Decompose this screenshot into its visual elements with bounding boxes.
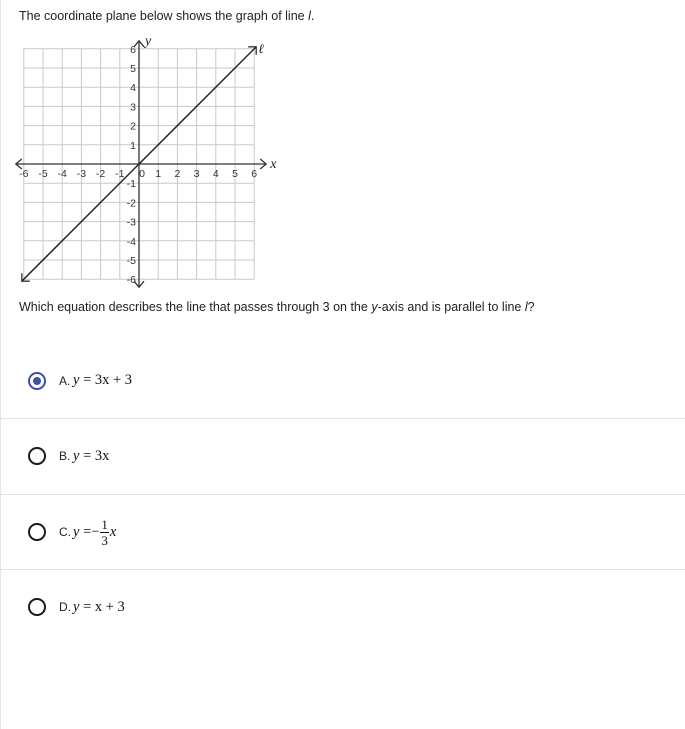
choice-b[interactable] [0, 418, 685, 493]
question-line-name: l [524, 300, 528, 314]
choice-c-fraction [100, 518, 109, 547]
choice-b-lhs: y [73, 447, 80, 464]
choice-a-equation [73, 372, 132, 389]
choice-b-eq: = [79, 447, 95, 464]
prompt-after: . [310, 9, 315, 23]
x-tick-label: 6 [251, 168, 258, 180]
choice-a-eq: = [79, 372, 95, 388]
y-tick-label: 3 [130, 101, 136, 114]
choice-c-letter: C. [59, 525, 71, 539]
x-tick-label: -2 [95, 168, 106, 180]
y-tick-label: -6 [126, 274, 136, 287]
choice-b-letter: B. [59, 449, 71, 463]
choice-c-eq: =− [79, 523, 100, 540]
x-tick-label: -6 [19, 168, 29, 180]
y-tick-label: -3 [126, 216, 136, 229]
radio-d[interactable] [28, 598, 46, 616]
choice-d-letter: D. [59, 600, 71, 614]
question-part3: ? [527, 300, 535, 314]
line-label: ℓ [258, 40, 264, 56]
prompt-line-name: l [308, 9, 311, 23]
x-tick-label: -3 [76, 168, 87, 180]
y-axis-label: y [145, 33, 152, 49]
choice-c-rhs: x [109, 523, 117, 540]
choice-c-lhs: y [73, 523, 80, 540]
question-part2: -axis and is parallel to line [377, 300, 525, 314]
y-tick-label: 6 [130, 43, 136, 56]
choice-a[interactable] [0, 343, 685, 418]
x-tick-label: -4 [57, 168, 67, 180]
y-tick-label: -5 [126, 255, 136, 267]
choice-a-letter: A. [59, 373, 71, 388]
x-tick-label: 5 [232, 168, 238, 180]
question-axis-word: y [371, 300, 378, 314]
y-tick-label: -2 [126, 197, 136, 210]
choice-d-rhs: x + 3 [94, 598, 125, 615]
x-axis-label: x [270, 157, 277, 172]
choice-c-numerator: 1 [101, 516, 108, 532]
choice-a-lhs: y [73, 372, 80, 388]
choice-c[interactable] [0, 494, 685, 569]
coordinate-plane [14, 33, 277, 287]
x-tick-label: 0 [139, 168, 145, 180]
prompt-before: The coordinate plane below shows the graph of line [19, 9, 309, 23]
choice-c-denominator: 3 [101, 532, 108, 548]
question-part1: Which equation describes the line that passes through 3 on the [19, 300, 372, 314]
y-tick-label: 4 [130, 82, 136, 95]
x-tick-label: -5 [38, 168, 48, 180]
x-tick-label: 4 [212, 168, 219, 180]
y-tick-label: -4 [126, 235, 136, 248]
choice-d-equation [73, 599, 125, 616]
y-tick-label: -1 [126, 178, 136, 191]
x-tick-label: 3 [193, 168, 200, 180]
choice-b-rhs: 3x [94, 447, 110, 464]
x-tick-label: -1 [115, 168, 125, 180]
radio-b[interactable] [28, 447, 46, 465]
x-tick-label: 1 [155, 168, 162, 180]
choice-d[interactable] [0, 569, 685, 644]
radio-a[interactable] [28, 372, 46, 390]
choice-d-eq: = [79, 598, 95, 615]
question-text [19, 300, 535, 314]
x-tick-label: 2 [174, 168, 181, 180]
radio-c[interactable] [28, 523, 46, 541]
prompt-text [19, 9, 314, 23]
y-tick-label: 5 [130, 63, 136, 75]
choice-a-rhs: 3x + 3 [94, 372, 133, 388]
choice-d-lhs: y [73, 598, 80, 615]
choice-c-equation [73, 518, 116, 547]
choice-b-equation [73, 448, 109, 465]
y-tick-label: 1 [130, 139, 136, 152]
y-tick-label: 2 [130, 120, 136, 133]
